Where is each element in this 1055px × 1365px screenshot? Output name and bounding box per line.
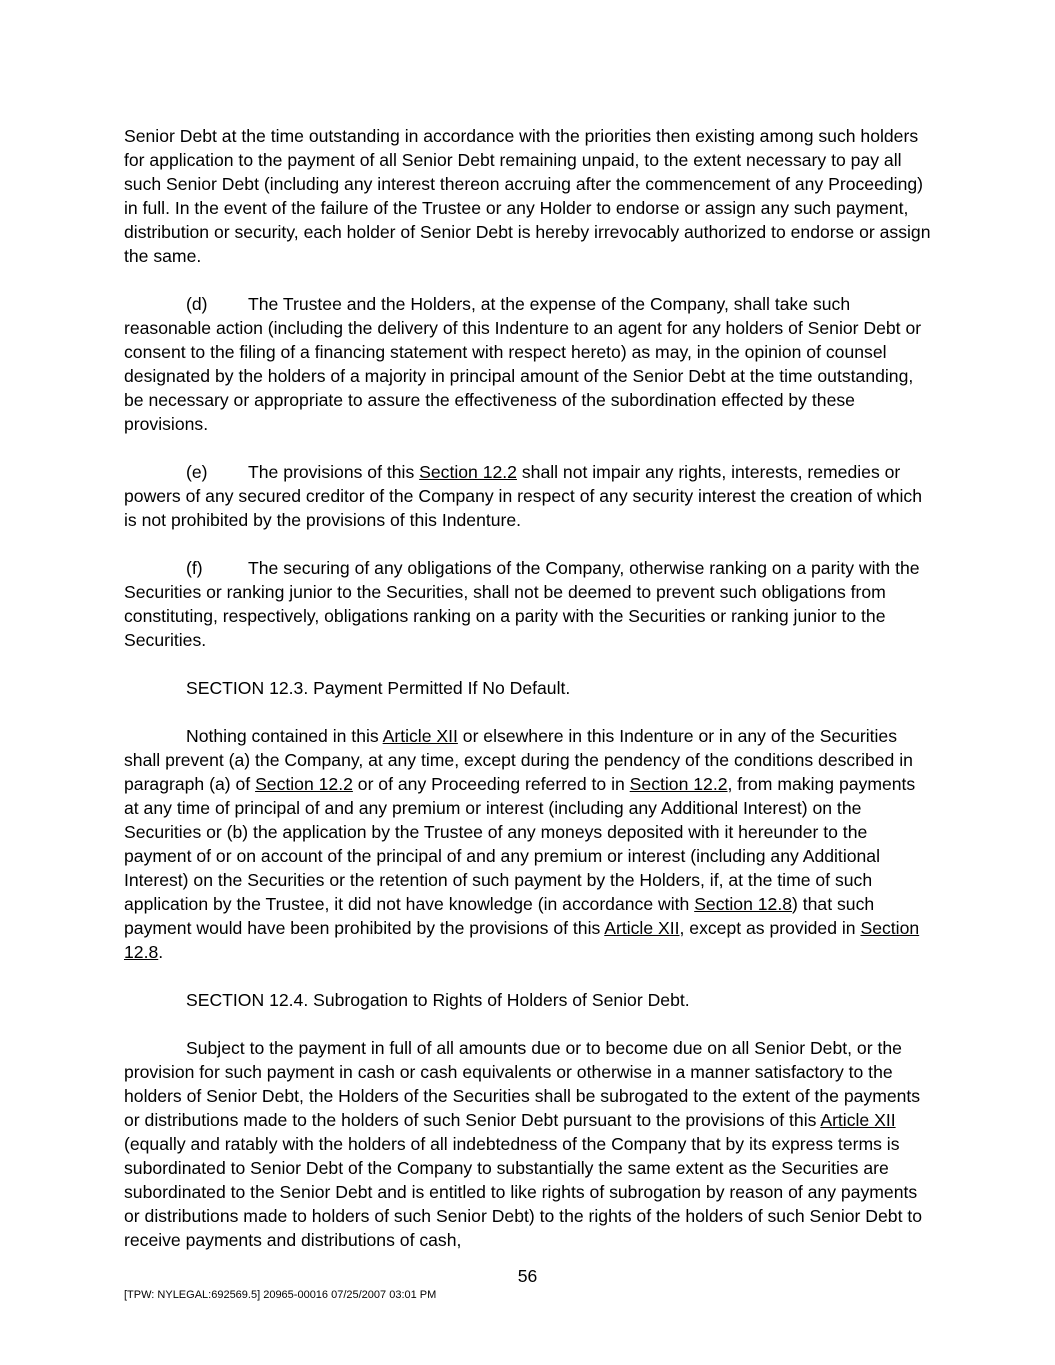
paragraph-f [124,556,932,652]
paragraph-text: . [158,942,164,962]
clause-label-e: (e) [186,462,208,482]
section-reference-link[interactable]: Section 12.2 [419,462,517,482]
paragraph-text: Subject to the payment in full of all amounts due or to become due on all Senior Debt, or the provision for such payment in cash or cash equivalents or otherwise in a manner satisfactory to the holders of Senior Debt, the Holders of the Securities shall be subrogated to the extent of the payments or distributions made to the holders of such Senior Debt pursuant to the provisions of this [124,1038,921,1130]
paragraph-text: The provisions of this [248,462,420,482]
document-body [124,124,932,1276]
section-12-4-body [124,1036,932,1252]
document-footer-id: [TPW: NYLEGAL:692569.5] 20965-00016 07/25/2007 03:01 PM [124,1289,437,1301]
article-reference-link[interactable]: Article XII [382,726,458,746]
paragraph-text: ) that such payment would have been prohibited by the provisions of this [124,894,875,938]
clause-label-f: (f) [186,558,203,578]
paragraph-text: , except as provided in [679,918,861,938]
section-reference-link[interactable]: Section 12.8 [124,918,920,962]
article-reference-link[interactable]: Article XII [820,1110,896,1130]
section-heading-12-3: SECTION 12.3. Payment Permitted If No Default. [186,678,571,698]
page-number: 56 [517,1266,538,1286]
section-heading-12-4: SECTION 12.4. Subrogation to Rights of Holders of Senior Debt. [186,990,690,1010]
paragraph-text: or of any Proceeding referred to in [352,774,630,794]
paragraph-text: , from making payments at any time of principal of and any premium or interest (including any Additional Interest) on the Securities or (b) the application by the Trustee of any moneys deposited with it hereunder to the payment of or on account of the principal of and any premium or interest (including any Additional Interest) on the Securities or the retention of such payment by the Holders, if, at the time of such application by the Trustee, it did not have knowledge (in accordance with [124,774,916,914]
paragraph-d [124,292,932,436]
paragraph-text: shall not impair any rights, interests, remedies or powers of any secured creditor of the Company in respect of any security interest the creation of which is not prohibited by the provisions of this Indenture. [124,462,922,530]
article-reference-link[interactable]: Article XII [604,918,680,938]
paragraph-text: Nothing contained in this [186,726,383,746]
paragraph-text: or elsewhere in this Indenture or in any of the Securities shall prevent (a) the Company, at any time, except during the pendency of the conditions described in paragraph (a) of [124,726,913,794]
section-reference-link[interactable]: Section 12.2 [629,774,728,794]
section-reference-link[interactable]: Section 12.2 [255,774,353,794]
paragraph-text: Senior Debt at the time outstanding in accordance with the priorities then existing among such holders for application to the payment of all Senior Debt remaining unpaid, to the extent necessary to pay all such Senior Debt (including any interest thereon accruing after the commencement of any Proceeding) in full. In the event of the failure of the Trustee or any Holder to endorse or assign any such payment, distribution or security, each holder of Senior Debt is hereby irrevocably authorized to endorse or assign the same. [124,126,931,266]
paragraph-e [124,460,932,532]
section-reference-link[interactable]: Section 12.8 [694,894,793,914]
paragraph-text: (equally and ratably with the holders of all indebtedness of the Company that by its express terms is subordinated to Senior Debt of the Company to substantially the same extent as the Securities are subordinated to the Senior Debt and is entitled to like rights of subrogation by reason of any payments or distributions made to holders of such Senior Debt) to the rights of the holders of such Senior Debt to receive payments and distributions of cash, [124,1134,923,1250]
paragraph-text: The Trustee and the Holders, at the expense of the Company, shall take such reasonable action (including the delivery of this Indenture to an agent for any holders of Senior Debt or consent to the filing of a financing statement with respect hereto) as may, in the opinion of counsel designated by the holders of a majority in principal amount of the Senior Debt at the time outstanding, be necessary or appropriate to assure the effectiveness of the subordination effected by these provisions. [124,294,922,434]
paragraph-continuation [124,124,932,268]
clause-label-d: (d) [186,294,208,314]
section-12-3-body [124,724,932,964]
paragraph-text: The securing of any obligations of the Company, otherwise ranking on a parity with the Securities or ranking junior to the Securities, shall not be deemed to prevent such obligations from constituting, respectively, obligations ranking on a parity with the Securities or ranking junior to the Securities. [124,558,920,650]
